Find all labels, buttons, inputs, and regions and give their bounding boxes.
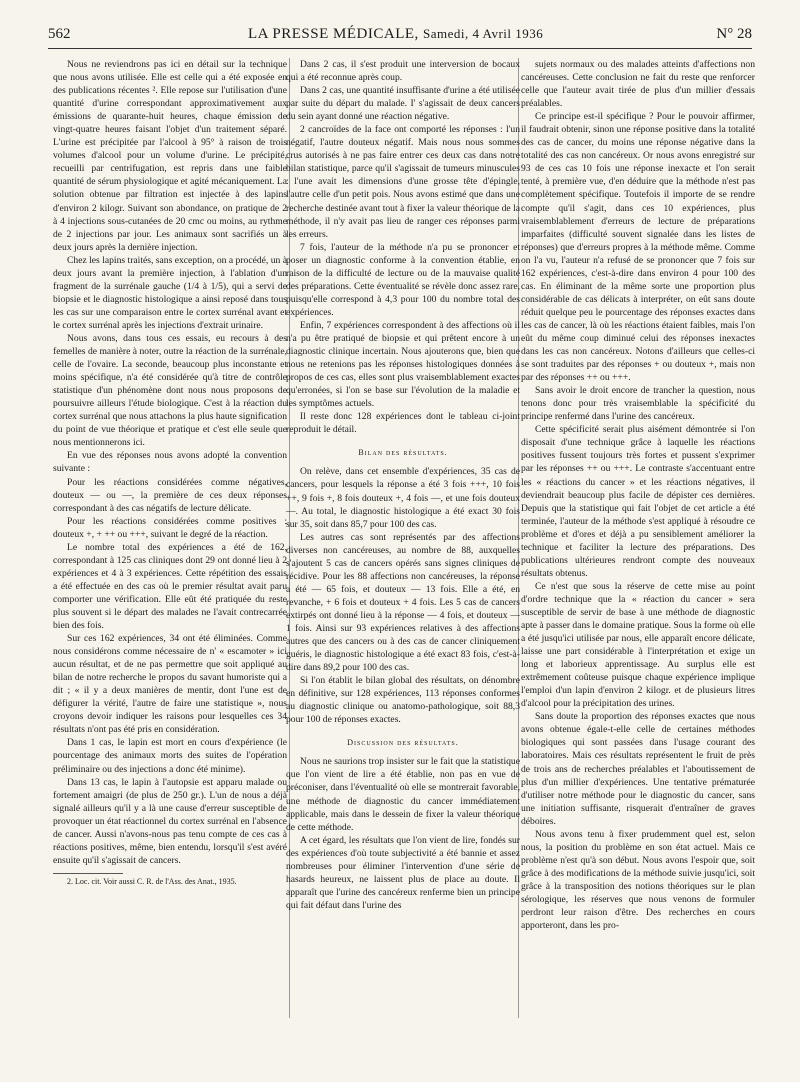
paragraph: 2 cancroïdes de la face ont comporté les réponses : l'un négatif, l'autre douteux négatif. Mais nous nous sommes crus autorisés à ne pas faire entrer ces deux cas dans notre bilan statistique, parce qu'il s'agissait de tumeurs minuscules : l'une avait les dimensions d'une grosse tête d'épingle, l'autre celle d'un petit pois. Nous avons estimé que dans une recherche destinée avant tout à fixer la valeur théorique de la méthode, il n'y avait pas lieu de ranger ces réponses parmi les erreurs.	[286, 124, 520, 240]
paragraph: Sans doute la proportion des réponses exactes que nous avons obtenue égale-t-elle celle de certaines méthodes biologiques qui sont passées dans l'usage courant des laboratoires. Mais ces résultats représentent le fruit de près de trois ans de recherches préalables et l'aboutissement de plus d'un millier d'expériences. Une tentative prématurée d'utiliser notre méthode pour le diagnostic du cancer, sans une initiation suffisante, risquerait d'entraîner de graves déboires.	[521, 711, 755, 827]
paragraph: Dans 2 cas, il s'est produit une interversion de bocaux qui a été reconnue après coup.	[286, 59, 520, 84]
footnote: 2. Loc. cit. Voir aussi C. R. de l'Ass. des Anat., 1935.	[67, 876, 237, 886]
footnote-rule	[53, 873, 123, 874]
text-column-1	[53, 58, 287, 887]
header-rule	[48, 48, 752, 49]
paragraph: On relève, dans cet ensemble d'expériences, 35 cas de cancers, pour lesquels la réponse a été 3 fois +++, 10 fois ++, 9 fois +, 8 fois douteux +, 4 fois —, et une fois douteux —. Au total, le diagnostic histologique a été exact 30 fois sur 35, soit dans 85,7 pour 100 des cas.	[286, 466, 520, 530]
paragraph: Pour les réactions considérées comme négatives, douteux — ou —, la première de ces deux réponses correspondant à des cas négatifs de lecture délicate.	[53, 476, 287, 514]
paragraph: Dans 2 cas, une quantité insuffisante d'urine a été utilisée par suite du départ du malade. I' s'agissait de deux cancers du sein ayant donné une réaction négative.	[286, 85, 520, 123]
paragraph: Enfin, 7 expériences correspondent à des affections où il n'a pu être pratiqué de biopsie et qui prêtent encore à un diagnostic clinique incertain. Nous ajouterons que, bien que nous ne retenions pas les réponses histologiques données à propos de ces cas, elles sont plus vraisemblablement exactes qu'erronées, si l'on se base sur l'évolution de la maladie et les symptômes actuels.	[286, 319, 520, 410]
journal-title-line	[248, 26, 543, 43]
paragraph: En vue des réponses nous avons adopté la convention suivante :	[53, 450, 287, 475]
paragraph: Sans avoir le droit encore de trancher la question, nous tenons donc pour très vraisemblable la spécificité du principe renfermé dans l'urine des cancéreux.	[521, 385, 755, 423]
paragraph: Sur ces 162 expériences, 34 ont été éliminées. Comme nous considérons comme nécessaire de n' « escamoter » ici aucun résultat, et de ne pas permettre que soit appliqué au bilan de notre recherche le propos du savant humoriste qui a dit ; « il y a deux manières de mentir, dont l'une est de défigurer la vérité, l'autre de faire une statistique », nous croyons devoir indiquer les raisons pour lesquelles ces 34 résultats n'ont pas été pris en considération.	[53, 633, 287, 736]
paragraph: Ce n'est que sous la réserve de cette mise au point d'ordre technique que la « réaction du cancer » sera susceptible de servir de base à une méthode de diagnostic apte à passer dans le domaine pratique. Sous la forme où elle a été jusqu'ici utilisée par nous, elle apparaît encore délicate, laisse une part considérable à l'interprétation et exige un long et laborieux apprentissage. Au surplus elle est extrêmement coûteuse puisque chaque expérience implique l'emploi d'un lapin d'environ 2 kilogr. et de plusieurs litres d'alcool pour la précipitation des urines.	[521, 580, 755, 710]
page-number: 562	[48, 26, 71, 42]
paragraph: Le nombre total des expériences a été de 162, correspondant à 125 cas cliniques dont 29 ont donné lieu à 2 expériences et 4 à 3 expériences. Cette répétition des essais a été effectuée en des cas où le premier résultat avait paru comporter une vérification. Elle eût été pratiquée du reste plus souvent si le départ des malades ne l'avait contrecarrée bien des fois.	[53, 541, 287, 632]
paragraph: Dans 13 cas, le lapin à l'autopsie est apparu malade ou fortement amaigri (de plus de 250 gr.). L'un de nous a déjà signalé ailleurs qu'il y a là une cause d'erreur susceptible de provoquer un état réactionnel du cortex surrénal en l'absence de cancer. Aussi n'avons-nous pas tenu compte de ces cas à réactions positives, même, bien entendu, lorsqu'il s'est avéré ensuite qu'il s'agissait de cancers.	[53, 776, 287, 866]
paragraph: A cet égard, les résultats que l'on vient de lire, fondés sur des expériences d'où toute subjectivité a été bannie et assez nombreuses pour éliminer l'intervention d'une série de hasards heureux, ne laissent plus de place au doute. Il apparaît que l'urine des cancéreux renferme bien un principe qui fait défaut dans l'urine des	[286, 834, 520, 911]
paragraph: Nous avons tenu à fixer prudemment quel est, selon nous, la position du problème en son état actuel. Mais ce problème n'est qu'à son début. Nous avons l'espoir que, soit grâce à des modifications de la méthode suivie jusqu'ici, soit grâce à la transposition des notions théoriques sur le plan sérologique, les réserves que nous venons de formuler perdront leur raison d'être. Des recherches en cours apporteront, dans les pro-	[521, 828, 755, 932]
paragraph: Pour les réactions considérées comme positives : douteux +, + ++ ou +++, suivant le degré de la réaction.	[53, 515, 287, 540]
issue-date: Samedi, 4 Avril 1936	[423, 26, 544, 41]
paragraph: 7 fois, l'auteur de la méthode n'a pu se prononcer et poser un diagnostic conforme à la convention établie, en raison de la difficulté de lecture ou de la mauvaise qualité des préparations. Cette éventualité se révèle donc assez rare, puisqu'elle correspond à 4,3 pour 100 du nombre total des expériences.	[286, 241, 520, 318]
paragraph: Nous ne reviendrons pas ici en détail sur la technique que nous avons utilisée. Elle est celle qui a été exposée en des publications récentes ². Elle repose sur l'utilisation d'une quantité d'urine correspondant approximativement aux émissions de quarante-huit heures, chaque émission de vingt-quatre heures faisant l'objet d'un traitement séparé. L'urine est précipitée par l'alcool à 95° à raison de trois volumes d'alcool pour un volume d'urine. Le précipité, recueilli par centrifugation, est repris dans une faible quantité de sérum physiologique et agité mécaniquement. La solution obtenue par filtration est injectée à des lapins d'environ 2 kilogr. Suivant son abondance, on pratique de 2 à 4 injections sous-cutanées de 20 cmc ou moins, au rythme de 2 injections par jour. Les animaux sont sacrifiés un à deux jours après la dernière injection.	[53, 59, 287, 253]
paragraph: Nous avons, dans tous ces essais, eu recours à des femelles de manière à noter, outre la réaction de la surrénale, celle de l'ovaire. La seconde, beaucoup plus inconstante et moins spécifique, n'a été considérée qu'à titre de contrôle statistique d'un phénomène dont nous nous proposons de poursuivre ailleurs l'étude biologique. C'est à la réaction du cortex surrénal que nous attachons la plus haute signification du point de vue théorique et pratique et c'est elle seule que nous mentionnerons ici.	[53, 332, 287, 449]
paragraph: Cette spécificité serait plus aisément démontrée si l'on disposait d'une technique grâce à laquelle les réactions positives fussent toujours très fortes et pussent s'exprimer par les réponses ++ ou +++. Le contraste s'accentuant entre les « réactions du cancer » et les réactions négatives, il deviendrait beaucoup plus facile de dépister ces dernières. Depuis que la statistique qui fait l'objet de cet article a été terminée, l'auteur de la méthode s'est appliqué à résoudre ce problème et d'ores et déjà a pu sensiblement améliorer la technique et faciliter la lecture des préparations. Des publications ultérieures rendront compte des nouveaux résultats obtenus.	[521, 424, 755, 579]
paragraph: Ce principe est-il spécifique ? Pour le pouvoir affirmer, il faudrait obtenir, sinon une réponse positive dans la totalité des cas de cancer, du moins une réponse négative dans la totalité des cas non cancéreux. Or nous avons enregistré sur 93 de ces cas 10 fois une réponse inexacte et l'on serait tenté, à première vue, d'en déduire que la méthode n'est pas complètement spécifique. Toutefois il importe de se rendre compte qu'il s'agit, dans ces 10 expériences, plus vraisemblablement d'erreurs de lecture de préparations imparfaites (difficulté souvent signalée dans les listes de réponses) que d'erreurs propres à la méthode même. Comme on l'a vu, l'auteur n'a refusé de se prononcer que 7 fois sur 162 expériences, c'est-à-dire dans environ 4 pour 100 des cas. En éliminant de la même sorte une proportion plus considérable de cas délicats à interpréter, on eût sans doute réduit quelque peu le pourcentage des réponses exactes dans les cas de cancer, là où les réactions étaient faibles, mais l'on eût du même coup diminué celui des réponses inexactes dans les cas non cancéreux. Notons d'ailleurs que celles-ci se sont traduites par des réponses + ou douteux +, mais non par des réponses ++ ou +++.	[521, 111, 755, 384]
paragraph: Il reste donc 128 expériences dont le tableau ci-joint reproduit le détail.	[286, 411, 520, 436]
journal-title: LA PRESSE MÉDICALE,	[248, 26, 419, 42]
issue-number: N° 28	[716, 26, 752, 42]
section-heading: Bilan des résultats.	[358, 448, 448, 458]
paragraph: Les autres cas sont représentés par des affections diverses non cancéreuses, au nombre de 88, auxquelles s'ajoutent 5 cas de cancers opérés sans signes cliniques de récidive. Pour les 88 affections non cancéreuses, la réponse a été — 65 fois, et douteux — 13 fois. Elle a été, en revanche, + 6 fois et douteux + 4 fois. Les 5 cas de cancers extirpés ont donné lieu à la réponse — 4 fois, et douteux — 1 fois. Ainsi sur 93 expériences relatives à des affections autres que des cancers ou à des cas de cancer cliniquement guéris, le diagnostic histologique a été exact 83 fois, c'est-à-dire dans 89,2 pour 100 des cas.	[286, 531, 520, 674]
paragraph: Dans 1 cas, le lapin est mort en cours d'expérience (le pourcentage des animaux morts des suites de l'opération préliminaire ou des injections a donc été minime).	[53, 737, 287, 775]
text-column-2	[286, 58, 520, 912]
text-column-3	[521, 58, 755, 932]
paragraph: Si l'on établit le bilan global des résultats, on dénombre en définitive, sur 128 expériences, 113 réponses conformes au diagnostic clinique ou anatomo-pathologique, soit 88,3 pour 100 de réponses exactes.	[286, 675, 520, 726]
page-header	[48, 26, 752, 46]
paragraph: Nous ne saurions trop insister sur le fait que la statistique que l'on vient de lire a été établie, non pas en vue de préconiser, dans l'éventualité où elle se montrerait favorable, une méthode de diagnostic du cancer immédiatement applicable, mais dans le dessein de fixer la valeur théorique de cette méthode.	[286, 756, 520, 833]
paragraph: Chez les lapins traités, sans exception, on a procédé, un à deux jours avant la première injection, à l'ablation d'un fragment de la surrénale gauche (1/4 à 1/5), qui a servi de biopsie et le diagnostic histologique a ainsi reposé dans tous les cas sur une comparaison entre le cortex surrénal avant et le cortex surrénal après les injections d'extrait urinaire.	[53, 254, 287, 331]
paragraph: sujets normaux ou des malades atteints d'affections non cancéreuses. Cette conclusion ne fait du reste que renforcer celle que l'auteur avait tirée de plus d'un millier d'essais préalables.	[521, 59, 755, 110]
section-heading: Discussion des résultats.	[347, 738, 459, 748]
